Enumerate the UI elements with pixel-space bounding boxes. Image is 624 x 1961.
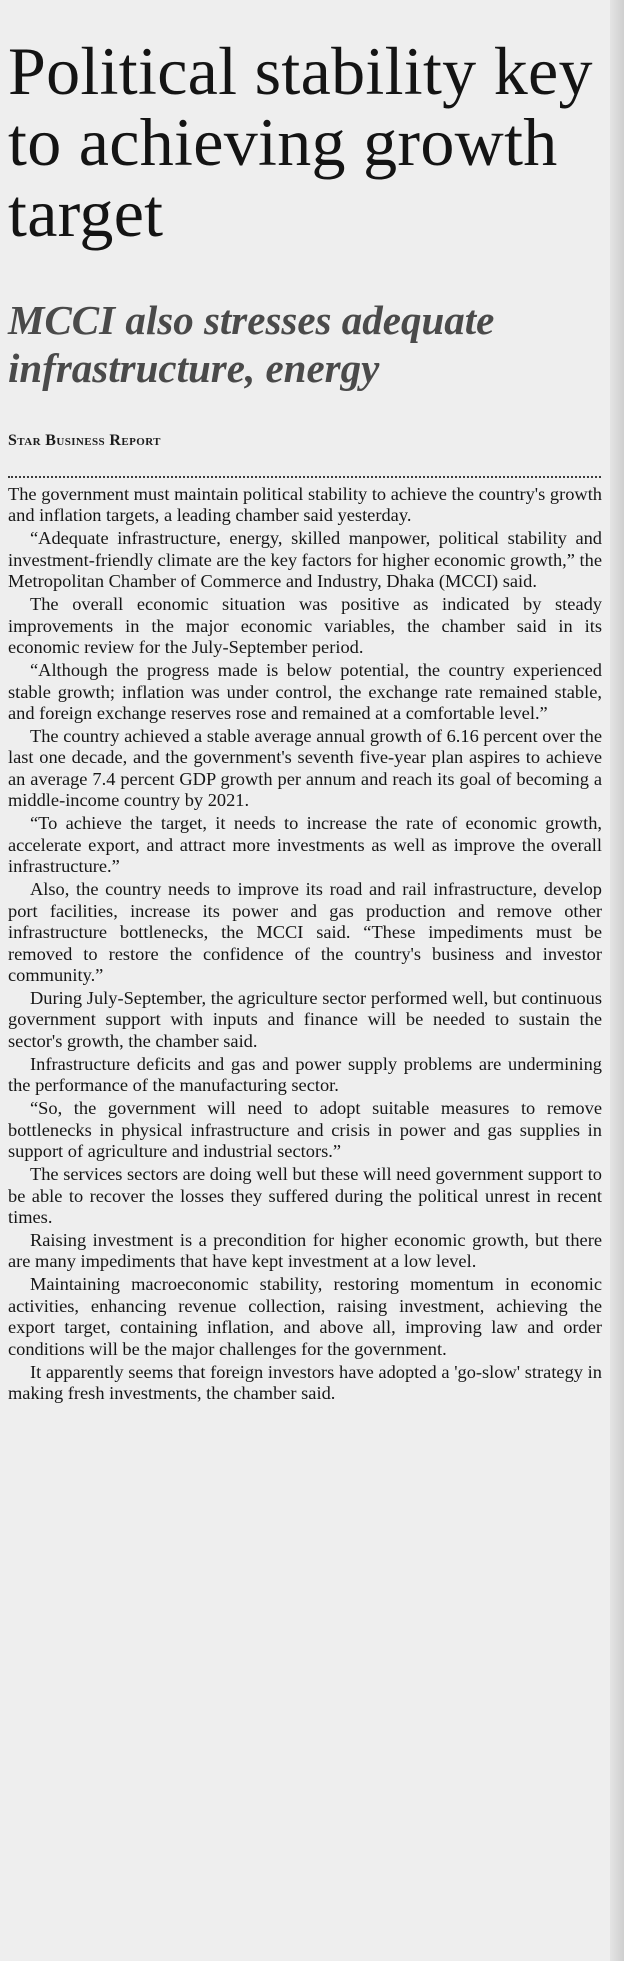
article-paragraph: The government must maintain political stability to achieve the country's growth and inflation targets, a leading chamber said yesterday. — [8, 484, 602, 526]
subheadline: MCCI also stresses adequate infrastructure, energy — [8, 297, 495, 391]
article-paragraph: Maintaining macroeconomic stability, restoring momentum in economic activities, enhancing revenue collection, raising investment, achieving the export target, containing inflation, and above all, improving law and order conditions will be the major challenges for the government. — [8, 1274, 602, 1359]
article-paragraph: During July-September, the agriculture sector performed well, but continuous government support with inputs and finance will be needed to sustain the sector's growth, the chamber said. — [8, 987, 602, 1051]
article-paragraph: Raising investment is a precondition for higher economic growth, but there are many impediments that have kept investment at a low level. — [8, 1229, 602, 1272]
byline: Star Business Report — [8, 432, 161, 449]
article-paragraph: The country achieved a stable average annual growth of 6.16 percent over the last one decade, and the government's seventh five-year plan aspires to achieve an average 7.4 percent GDP growth per annum and reach its goal of becoming a middle-income country by 2021. — [8, 725, 602, 811]
article-paragraph: Also, the country needs to improve its road and rail infrastructure, develop port facilities, increase its power and gas production and remove other infrastructure bottlenecks, the MCCI said. “These impediments must be removed to restore the confidence of the country's business and investor community.” — [8, 879, 602, 985]
page-edge-shadow — [610, 0, 624, 1961]
article-paragraph: Infrastructure deficits and gas and power supply problems are undermining the performance of the manufacturing sector. — [8, 1053, 602, 1096]
article-paragraph: “Adequate infrastructure, energy, skilled manpower, political stability and investment-friendly climate are the key factors for higher economic growth,” the Metropolitan Chamber of Commerce and Industry, Dhaka (MCCI) said. — [8, 528, 602, 592]
dotted-divider — [8, 476, 601, 478]
article-paragraph: It apparently seems that foreign investors have adopted a 'go-slow' strategy in making fresh investments, the chamber said. — [8, 1361, 602, 1404]
article-paragraph: The services sectors are doing well but these will need government support to be able to recover the losses they suffered during the political unrest in recent times. — [8, 1164, 602, 1227]
article-paragraph: The overall economic situation was positive as indicated by steady improvements in the major economic variables, the chamber said in its economic review for the July-September period. — [8, 594, 602, 658]
article-paragraph: “Although the progress made is below potential, the country experienced stable growth; inflation was under control, the exchange rate remained stable, and foreign exchange reserves rose and remained at a comfortable level.” — [8, 660, 602, 724]
headline: Political stability key to achieving growth target — [8, 33, 593, 251]
article-paragraph: “To achieve the target, it needs to increase the rate of economic growth, accelerate export, and attract more investments as well as improve the overall infrastructure.” — [8, 813, 602, 877]
article-paragraph: “So, the government will need to adopt suitable measures to remove bottlenecks in physical infrastructure and crisis in power and gas supplies in support of agriculture and industrial sectors.” — [8, 1098, 602, 1162]
article-body — [8, 484, 602, 1406]
